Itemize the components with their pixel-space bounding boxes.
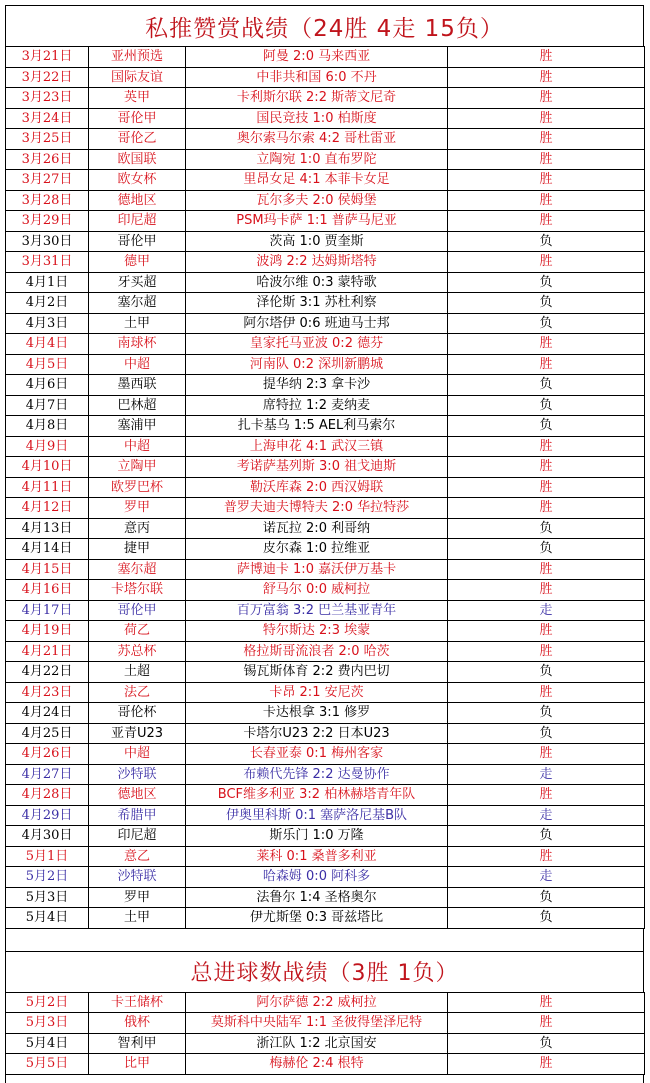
row-match: 浙江队 1:2 北京国安 — [186, 1033, 448, 1054]
row-league: 中超 — [89, 744, 186, 765]
row-match: 奥尔索马尔索 4:2 哥杜雷亚 — [186, 129, 448, 150]
row-date: 4月26日 — [6, 744, 89, 765]
row-league: 塞尔超 — [89, 559, 186, 580]
table-row — [6, 293, 645, 314]
table-row — [6, 887, 645, 908]
row-date: 5月2日 — [6, 992, 89, 1013]
table-row — [6, 47, 645, 68]
row-result: 胜 — [448, 457, 645, 478]
row-result: 负 — [448, 826, 645, 847]
row-match: 伊尤斯堡 0:3 哥兹塔比 — [186, 908, 448, 929]
row-date: 4月5日 — [6, 354, 89, 375]
row-result: 胜 — [448, 682, 645, 703]
table-row — [6, 457, 645, 478]
row-match: 哈波尔维 0:3 蒙特歌 — [186, 272, 448, 293]
row-date: 4月25日 — [6, 723, 89, 744]
row-match: 中非共和国 6:0 不丹 — [186, 67, 448, 88]
table-row — [6, 785, 645, 806]
row-league: 德甲 — [89, 252, 186, 273]
row-date: 3月23日 — [6, 88, 89, 109]
row-match: 锡瓦斯体育 2:2 费内巴切 — [186, 662, 448, 683]
table-row — [6, 600, 645, 621]
table-row — [6, 559, 645, 580]
table-row — [6, 723, 645, 744]
row-match: 哈森姆 0:0 阿科多 — [186, 867, 448, 888]
row-result: 负 — [448, 723, 645, 744]
row-league: 巴林超 — [89, 395, 186, 416]
row-match: 国民竞技 1:0 柏斯度 — [186, 108, 448, 129]
row-league: 卡塔尔联 — [89, 580, 186, 601]
row-match: 卡利斯尔联 2:2 斯蒂文尼奇 — [186, 88, 448, 109]
row-result: 胜 — [448, 47, 645, 68]
table-row — [6, 682, 645, 703]
row-match: 卡塔尔U23 2:2 日本U23 — [186, 723, 448, 744]
row-match: 皇家托马亚波 0:2 德芬 — [186, 334, 448, 355]
table-row — [6, 805, 645, 826]
table-row — [6, 846, 645, 867]
row-match: 普罗夫迪夫博特夫 2:0 华拉特莎 — [186, 498, 448, 519]
row-league: 南球杯 — [89, 334, 186, 355]
table-row — [6, 1054, 645, 1075]
row-match: 波鸿 2:2 达姆斯塔特 — [186, 252, 448, 273]
row-match: 卡达根拿 3:1 修罗 — [186, 703, 448, 724]
row-date: 4月24日 — [6, 703, 89, 724]
row-match: 提华纳 2:3 拿卡沙 — [186, 375, 448, 396]
row-league: 卡王储杯 — [89, 992, 186, 1013]
row-result: 走 — [448, 600, 645, 621]
row-league: 欧国联 — [89, 149, 186, 170]
row-league: 亚州预选 — [89, 47, 186, 68]
row-league: 土甲 — [89, 313, 186, 334]
table-row — [6, 539, 645, 560]
section-gap — [5, 929, 644, 951]
table-row — [6, 416, 645, 437]
row-match: 扎卡基乌 1:5 AEL利马索尔 — [186, 416, 448, 437]
row-result: 胜 — [448, 580, 645, 601]
row-league: 土甲 — [89, 908, 186, 929]
row-result: 胜 — [448, 67, 645, 88]
row-league: 法乙 — [89, 682, 186, 703]
row-league: 塞尔超 — [89, 293, 186, 314]
row-league: 沙特联 — [89, 764, 186, 785]
row-result: 胜 — [448, 641, 645, 662]
section1-title: 私推赞赏战绩（24胜 4走 15负） — [5, 5, 644, 46]
row-date: 4月22日 — [6, 662, 89, 683]
row-match: 泽伦斯 3:1 苏杜利察 — [186, 293, 448, 314]
row-result: 负 — [448, 539, 645, 560]
row-league: 罗甲 — [89, 887, 186, 908]
row-league: 比甲 — [89, 1054, 186, 1075]
row-league: 智利甲 — [89, 1033, 186, 1054]
table-row — [6, 67, 645, 88]
table-row — [6, 621, 645, 642]
row-match: 莫斯科中央陆军 1:1 圣彼得堡泽尼特 — [186, 1013, 448, 1034]
row-date: 5月4日 — [6, 908, 89, 929]
row-result: 胜 — [448, 559, 645, 580]
table-row — [6, 313, 645, 334]
row-result: 胜 — [448, 149, 645, 170]
table-row — [6, 1033, 645, 1054]
row-date: 4月28日 — [6, 785, 89, 806]
row-result: 走 — [448, 867, 645, 888]
row-match: 上海申花 4:1 武汉三镇 — [186, 436, 448, 457]
row-result: 负 — [448, 703, 645, 724]
row-result: 负 — [448, 293, 645, 314]
row-result: 负 — [448, 662, 645, 683]
row-result: 负 — [448, 395, 645, 416]
section2-rows — [6, 992, 645, 1074]
row-result: 胜 — [448, 129, 645, 150]
row-league: 哥伦甲 — [89, 108, 186, 129]
row-match: 皮尔森 1:0 拉维亚 — [186, 539, 448, 560]
row-result: 负 — [448, 231, 645, 252]
section1-rows — [6, 47, 645, 929]
table-row — [6, 170, 645, 191]
row-match: 瓦尔多夫 2:0 侯姆堡 — [186, 190, 448, 211]
table-row — [6, 252, 645, 273]
row-date: 4月2日 — [6, 293, 89, 314]
row-result: 负 — [448, 908, 645, 929]
row-league: 德地区 — [89, 190, 186, 211]
row-match: 萨博迪卡 1:0 嘉沃伊万基卡 — [186, 559, 448, 580]
row-result: 胜 — [448, 108, 645, 129]
row-date: 3月21日 — [6, 47, 89, 68]
row-date: 3月25日 — [6, 129, 89, 150]
row-match: 立陶宛 1:0 直布罗陀 — [186, 149, 448, 170]
row-date: 3月31日 — [6, 252, 89, 273]
table-row — [6, 498, 645, 519]
row-match: BCF维多利亚 3:2 柏林赫塔青年队 — [186, 785, 448, 806]
row-date: 4月11日 — [6, 477, 89, 498]
row-result: 胜 — [448, 170, 645, 191]
row-match: 河南队 0:2 深圳新鹏城 — [186, 354, 448, 375]
row-match: 布赖代先锋 2:2 达曼协作 — [186, 764, 448, 785]
row-date: 4月21日 — [6, 641, 89, 662]
row-date: 4月7日 — [6, 395, 89, 416]
row-league: 印尼超 — [89, 826, 186, 847]
table-row — [6, 641, 645, 662]
row-league: 荷乙 — [89, 621, 186, 642]
row-date: 4月8日 — [6, 416, 89, 437]
row-league: 苏总杯 — [89, 641, 186, 662]
row-match: 梅赫伦 2:4 根特 — [186, 1054, 448, 1075]
row-date: 4月13日 — [6, 518, 89, 539]
row-match: 舒马尔 0:0 威柯拉 — [186, 580, 448, 601]
row-league: 俄杯 — [89, 1013, 186, 1034]
table-row — [6, 395, 645, 416]
row-date: 4月9日 — [6, 436, 89, 457]
row-date: 4月15日 — [6, 559, 89, 580]
row-date: 4月6日 — [6, 375, 89, 396]
row-match: 考诺萨基列斯 3:0 祖戈迪斯 — [186, 457, 448, 478]
row-league: 墨西联 — [89, 375, 186, 396]
row-result: 胜 — [448, 477, 645, 498]
row-match: 长春亚泰 0:1 梅州客家 — [186, 744, 448, 765]
row-match: 勒沃库森 2:0 西汉姆联 — [186, 477, 448, 498]
row-league: 沙特联 — [89, 867, 186, 888]
row-result: 胜 — [448, 252, 645, 273]
table-row — [6, 867, 645, 888]
row-result: 胜 — [448, 354, 645, 375]
row-result: 胜 — [448, 1013, 645, 1034]
row-league: 哥伦乙 — [89, 129, 186, 150]
row-match: 卡昂 2:1 安尼茨 — [186, 682, 448, 703]
row-result: 胜 — [448, 621, 645, 642]
row-match: 莱科 0:1 桑普多利亚 — [186, 846, 448, 867]
row-league: 意丙 — [89, 518, 186, 539]
row-result: 胜 — [448, 785, 645, 806]
row-league: 哥伦甲 — [89, 231, 186, 252]
row-match: 伊奥里科斯 0:1 塞萨洛尼基B队 — [186, 805, 448, 826]
row-league: 哥伦杯 — [89, 703, 186, 724]
row-date: 4月19日 — [6, 621, 89, 642]
row-result: 走 — [448, 764, 645, 785]
table-row — [6, 149, 645, 170]
row-result: 负 — [448, 518, 645, 539]
table-row — [6, 1013, 645, 1034]
table-row — [6, 190, 645, 211]
section2-table — [5, 992, 645, 1075]
row-date: 4月3日 — [6, 313, 89, 334]
row-league: 牙买超 — [89, 272, 186, 293]
row-date: 4月14日 — [6, 539, 89, 560]
table-row — [6, 744, 645, 765]
row-date: 4月17日 — [6, 600, 89, 621]
table-row — [6, 580, 645, 601]
table-row — [6, 334, 645, 355]
row-date: 4月29日 — [6, 805, 89, 826]
row-result: 胜 — [448, 846, 645, 867]
row-result: 胜 — [448, 436, 645, 457]
row-league: 英甲 — [89, 88, 186, 109]
row-result: 走 — [448, 805, 645, 826]
row-result: 胜 — [448, 190, 645, 211]
table-row — [6, 231, 645, 252]
section1-table — [5, 46, 645, 929]
row-match: 里昂女足 4:1 本菲卡女足 — [186, 170, 448, 191]
row-result: 胜 — [448, 211, 645, 232]
table-row — [6, 88, 645, 109]
table-row — [6, 211, 645, 232]
row-league: 亚青U23 — [89, 723, 186, 744]
row-result: 胜 — [448, 498, 645, 519]
row-date: 4月1日 — [6, 272, 89, 293]
row-date: 5月2日 — [6, 867, 89, 888]
row-result: 胜 — [448, 88, 645, 109]
row-league: 塞浦甲 — [89, 416, 186, 437]
row-league: 国际友谊 — [89, 67, 186, 88]
row-match: 阿曼 2:0 马来西亚 — [186, 47, 448, 68]
row-league: 哥伦甲 — [89, 600, 186, 621]
row-match: 席特拉 1:2 麦纳麦 — [186, 395, 448, 416]
table-row — [6, 703, 645, 724]
table-row — [6, 992, 645, 1013]
row-date: 5月1日 — [6, 846, 89, 867]
row-result: 负 — [448, 416, 645, 437]
row-league: 中超 — [89, 354, 186, 375]
row-date: 5月3日 — [6, 887, 89, 908]
row-match: 法鲁尔 1:4 圣格奥尔 — [186, 887, 448, 908]
table-row — [6, 272, 645, 293]
row-match: 阿尔塔伊 0:6 班迪马士邦 — [186, 313, 448, 334]
row-date: 3月27日 — [6, 170, 89, 191]
row-match: 特尔斯达 2:3 埃蒙 — [186, 621, 448, 642]
row-date: 5月4日 — [6, 1033, 89, 1054]
row-date: 4月4日 — [6, 334, 89, 355]
table-row — [6, 477, 645, 498]
row-match: 格拉斯哥流浪者 2:0 哈茨 — [186, 641, 448, 662]
row-match: 斯乐门 1:0 万隆 — [186, 826, 448, 847]
row-league: 德地区 — [89, 785, 186, 806]
row-date: 3月30日 — [6, 231, 89, 252]
row-date: 3月26日 — [6, 149, 89, 170]
row-league: 捷甲 — [89, 539, 186, 560]
row-league: 欧女杯 — [89, 170, 186, 191]
table-row — [6, 436, 645, 457]
row-date: 3月22日 — [6, 67, 89, 88]
row-league: 意乙 — [89, 846, 186, 867]
table-row — [6, 354, 645, 375]
row-result: 负 — [448, 313, 645, 334]
table-row — [6, 375, 645, 396]
row-date: 4月10日 — [6, 457, 89, 478]
row-league: 印尼超 — [89, 211, 186, 232]
row-date: 5月5日 — [6, 1054, 89, 1075]
row-date: 5月3日 — [6, 1013, 89, 1034]
row-league: 土超 — [89, 662, 186, 683]
row-league: 希腊甲 — [89, 805, 186, 826]
row-date: 4月27日 — [6, 764, 89, 785]
row-league: 欧罗巴杯 — [89, 477, 186, 498]
row-result: 胜 — [448, 992, 645, 1013]
record-sheet — [5, 5, 644, 1083]
row-date: 3月24日 — [6, 108, 89, 129]
row-date: 4月12日 — [6, 498, 89, 519]
row-result: 负 — [448, 1033, 645, 1054]
row-date: 4月23日 — [6, 682, 89, 703]
row-result: 胜 — [448, 744, 645, 765]
section2-title: 总进球数战绩（3胜 1负） — [5, 951, 644, 992]
row-date: 3月29日 — [6, 211, 89, 232]
table-row — [6, 764, 645, 785]
row-league: 立陶甲 — [89, 457, 186, 478]
table-row — [6, 518, 645, 539]
row-date: 4月30日 — [6, 826, 89, 847]
row-result: 胜 — [448, 334, 645, 355]
table-row — [6, 908, 645, 929]
table-row — [6, 108, 645, 129]
sheet-bottom — [5, 1075, 644, 1083]
row-league: 中超 — [89, 436, 186, 457]
table-row — [6, 129, 645, 150]
row-match: PSM玛卡萨 1:1 普萨马尼亚 — [186, 211, 448, 232]
table-row — [6, 662, 645, 683]
row-match: 诺瓦拉 2:0 利哥纳 — [186, 518, 448, 539]
row-result: 负 — [448, 272, 645, 293]
row-match: 茨高 1:0 贾奎斯 — [186, 231, 448, 252]
row-date: 4月16日 — [6, 580, 89, 601]
row-match: 百万富翁 3:2 巴兰基亚青年 — [186, 600, 448, 621]
row-match: 阿尔萨德 2:2 威柯拉 — [186, 992, 448, 1013]
row-league: 罗甲 — [89, 498, 186, 519]
row-result: 胜 — [448, 1054, 645, 1075]
table-row — [6, 826, 645, 847]
row-result: 负 — [448, 887, 645, 908]
row-result: 负 — [448, 375, 645, 396]
row-date: 3月28日 — [6, 190, 89, 211]
